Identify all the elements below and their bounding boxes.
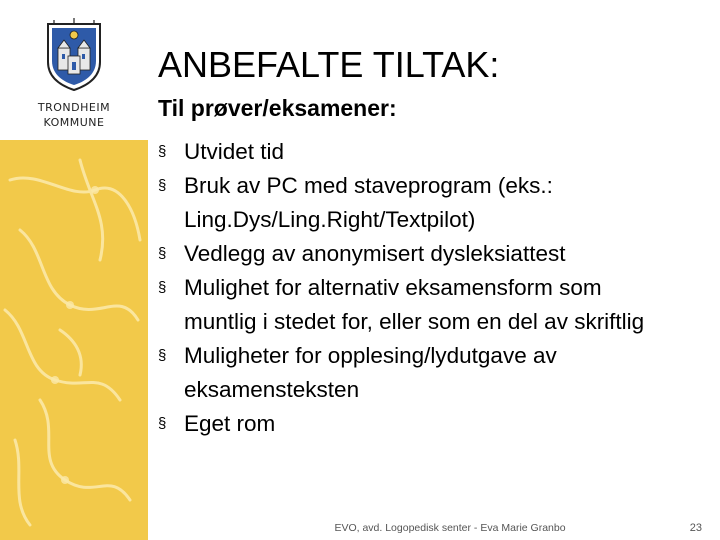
- slide-subtitle: Til prøver/eksamener:: [158, 95, 397, 121]
- logo-line-2: KOMMUNE: [43, 116, 105, 129]
- logo-line-1: TRONDHEIM: [37, 101, 111, 114]
- city-map-decoration: [0, 140, 148, 540]
- list-item-text: Utvidet tid: [184, 139, 285, 164]
- footer-text: EVO, avd. Logopedisk senter - Eva Marie Granbo: [334, 522, 566, 534]
- bullet-marker-icon: §: [158, 143, 167, 160]
- list-item-text: Mulighet for alternativ eksamensform som muntlig i stedet for, eller som en del av skriftlig: [184, 275, 645, 334]
- slide-title: ANBEFALTE TILTAK:: [158, 44, 500, 85]
- list-item: [158, 339, 678, 407]
- logo-area: [0, 0, 148, 140]
- list-item-text: Vedlegg av anonymisert dysleksiattest: [184, 241, 566, 266]
- bullet-marker-icon: §: [158, 245, 167, 262]
- list-item: [158, 135, 678, 169]
- trondheim-coat-of-arms-icon: [46, 18, 102, 92]
- list-item: [158, 271, 678, 339]
- list-item: [158, 237, 678, 271]
- list-item-text: Eget rom: [184, 411, 276, 436]
- list-item-text: Muligheter for opplesing/lydutgave av eksamensteksten: [184, 343, 557, 402]
- list-item-text: Bruk av PC med staveprogram (eks.: Ling.Dys/Ling.Right/Textpilot): [184, 173, 553, 232]
- page-number: 23: [689, 522, 702, 534]
- bullet-marker-icon: §: [158, 177, 167, 194]
- bullet-marker-icon: §: [158, 347, 167, 364]
- list-item: [158, 407, 678, 441]
- bullet-marker-icon: §: [158, 279, 167, 296]
- list-item: [158, 169, 678, 237]
- bullet-marker-icon: §: [158, 415, 167, 432]
- bullet-list: [158, 135, 678, 441]
